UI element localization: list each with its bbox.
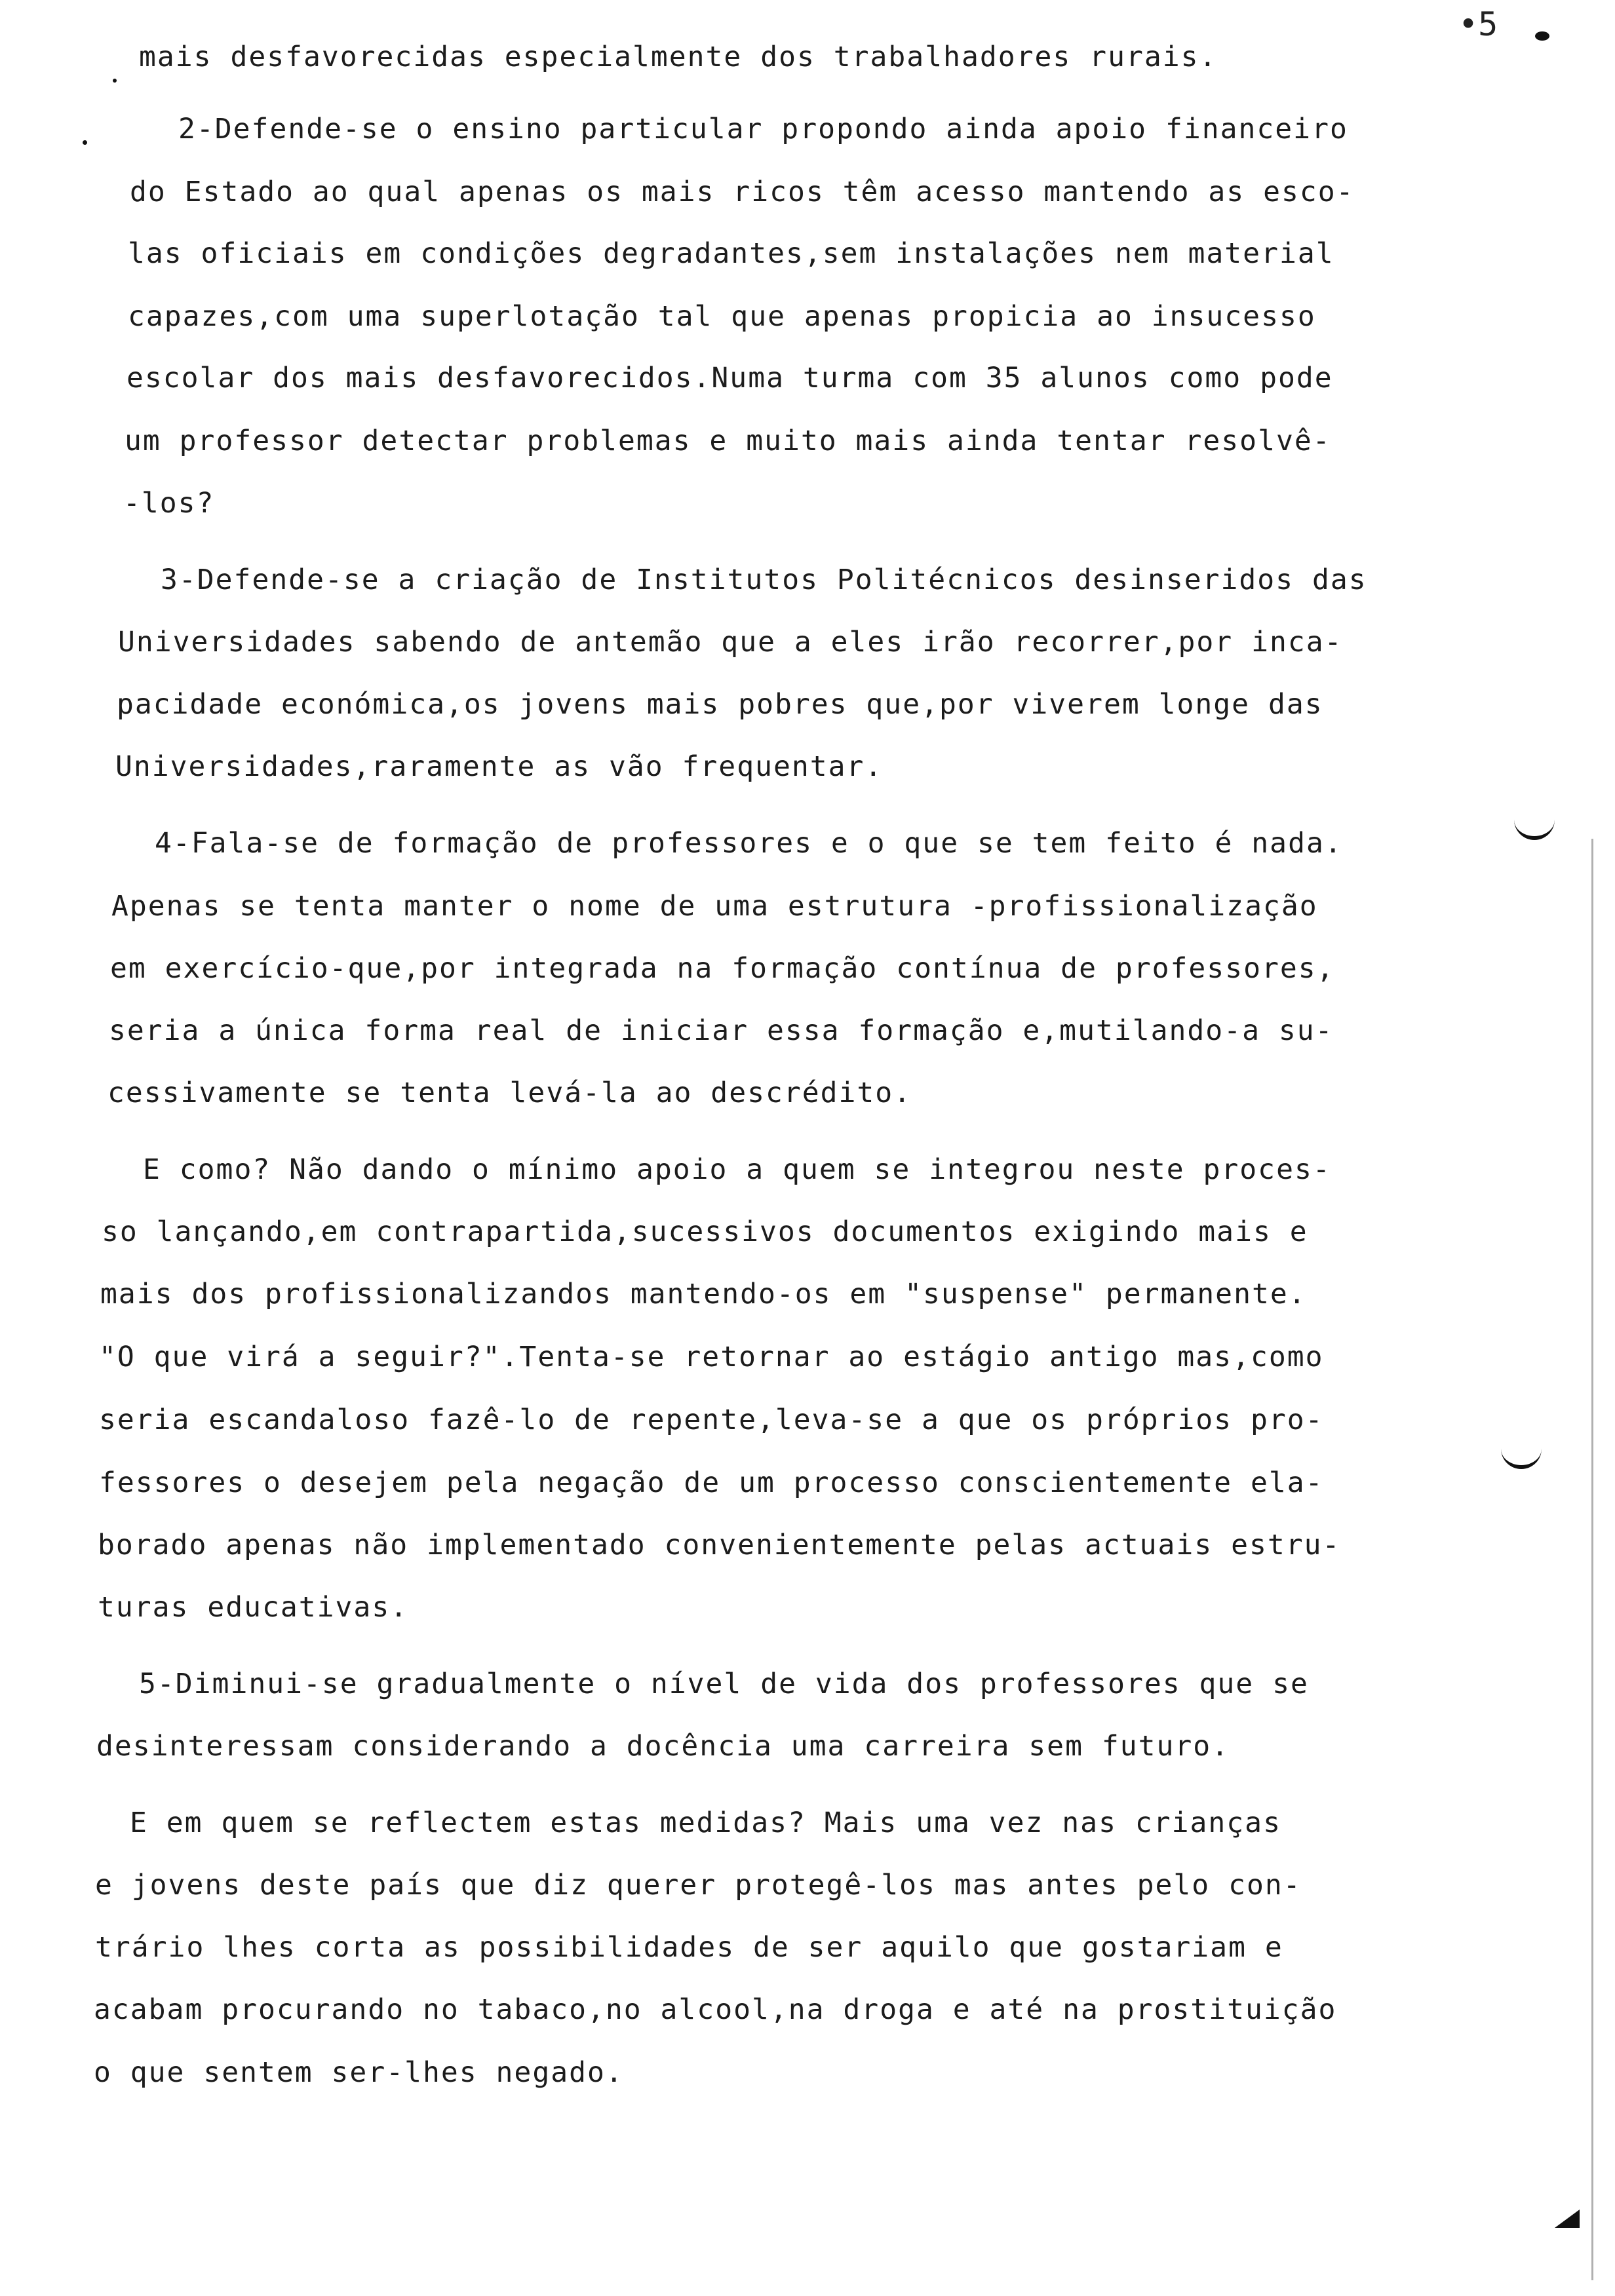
text-line: em exercício-que,por integrada na formação contínua de professores, <box>110 952 1335 985</box>
text-line: 4-Fala-se de formação de professores e o que se tem feito é nada. <box>155 827 1343 860</box>
text-line: do Estado ao qual apenas os mais ricos têm acesso mantendo as esco- <box>130 176 1355 208</box>
text-line: acabam procurando no tabaco,no alcool,na droga e até na prostituição <box>94 1993 1337 2026</box>
text-line: mais dos profissionalizandos mantendo-os em "suspense" permanente. <box>100 1278 1307 1311</box>
text-line: cessivamente se tenta levá-la ao descrédito. <box>107 1077 912 1109</box>
text-line: um professor detectar problemas e muito mais ainda tentar resolvê- <box>125 425 1331 457</box>
text-line: 2-Defende-se o ensino particular propondo ainda apoio financeiro <box>178 113 1348 145</box>
text-line: 5-Diminui-se gradualmente o nível de vida dos professores que se <box>139 1668 1309 1700</box>
text-line: "O que virá a seguir?".Tenta-se retornar ao estágio antigo mas,como <box>99 1341 1324 1373</box>
text-line: E em quem se reflectem estas medidas? Mais uma vez nas crianças <box>130 1807 1281 1839</box>
text-line: las oficiais em condições degradantes,sem instalações nem material <box>128 237 1334 270</box>
page-edge-shadow <box>1591 839 1593 2280</box>
text-line: fessores o desejem pela negação de um processo conscientemente ela- <box>99 1466 1324 1499</box>
scan-mark <box>83 140 87 145</box>
text-line: turas educativas. <box>98 1591 409 1624</box>
text-line: pacidade económica,os jovens mais pobres que,por viverem longe das <box>117 688 1323 721</box>
scan-mark <box>1535 31 1549 41</box>
scan-mark <box>113 79 117 83</box>
text-line: mais desfavorecidas especialmente dos trabalhadores rurais. <box>139 41 1218 73</box>
text-line: seria a única forma real de iniciar essa formação e,mutilando-a su- <box>109 1014 1334 1047</box>
text-line: Apenas se tenta manter o nome de uma estrutura -profissionalização <box>111 890 1318 923</box>
text-line: capazes,com uma superlotação tal que apenas propicia ao insucesso <box>128 300 1316 333</box>
text-line: 3-Defende-se a criação de Institutos Politécnicos desinseridos das <box>161 564 1367 596</box>
text-line: escolar dos mais desfavorecidos.Numa turma com 35 alunos como pode <box>126 362 1333 394</box>
text-line: E como? Não dando o mínimo apoio a quem se integrou neste proces- <box>143 1153 1331 1186</box>
binder-hole-mark <box>1514 813 1555 840</box>
text-line: so lançando,em contrapartida,sucessivos documentos exigindo mais e <box>102 1215 1308 1248</box>
text-line: seria escandaloso fazê-lo de repente,leva-se a que os próprios pro- <box>99 1404 1324 1436</box>
text-line: borado apenas não implementado convenientemente pelas actuais estru- <box>98 1529 1341 1561</box>
text-line: trário lhes corta as possibilidades de ser aquilo que gostariam e <box>95 1931 1283 1964</box>
text-line: desinteressam considerando a docência uma carreira sem futuro. <box>96 1730 1230 1763</box>
text-line: Universidades sabendo de antemão que a eles irão recorrer,por inca- <box>118 626 1343 659</box>
text-line: e jovens deste país que diz querer protegê-los mas antes pelo con- <box>95 1869 1302 1902</box>
text-line: Universidades,raramente as vão frequentar. <box>115 750 884 783</box>
text-line: -los? <box>123 487 215 520</box>
binder-hole-mark <box>1501 1442 1542 1469</box>
scan-mark <box>1555 2210 1580 2228</box>
page-number: •5 <box>1458 5 1498 43</box>
text-line: o que sentem ser-lhes negado. <box>94 2056 624 2089</box>
